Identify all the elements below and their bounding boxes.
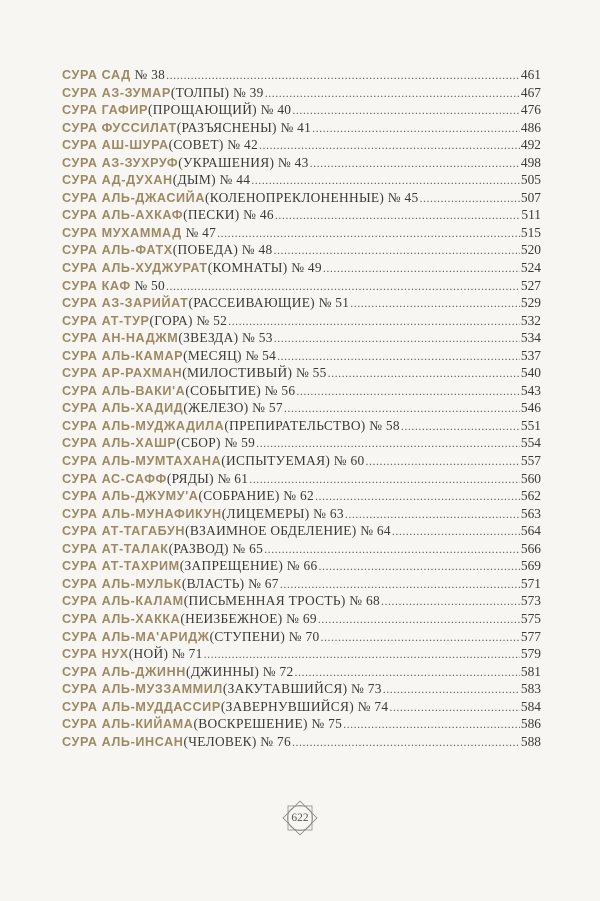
dot-leader: [292, 102, 520, 120]
toc-entry: [62, 487, 541, 505]
toc-entry: [62, 663, 541, 681]
sura-translation: (НОЙ) № 71: [128, 646, 203, 662]
toc-entry: [62, 277, 541, 295]
dot-leader: [217, 225, 520, 243]
toc-entry-title: [62, 136, 258, 155]
toc-entry-title: [62, 294, 349, 313]
toc-page-number: 529: [520, 295, 541, 311]
toc-entry-title: [62, 645, 203, 664]
sura-translation: (ДЫМ) № 44: [172, 172, 251, 188]
toc-entry-title: [62, 364, 327, 383]
sura-name: СУРА АТ-ТАЛАК: [62, 541, 169, 556]
toc-page-number: 498: [520, 154, 541, 170]
toc-entry: [62, 312, 541, 330]
toc-entry-title: [62, 698, 388, 717]
toc-entry: [62, 540, 541, 558]
dot-leader: [318, 611, 520, 629]
toc-entry: [62, 470, 541, 488]
dot-leader: [277, 348, 520, 366]
toc-entry: [62, 592, 541, 610]
sura-translation: (ПОБЕДА) № 48: [172, 242, 273, 258]
dot-leader: [323, 260, 520, 278]
dot-leader: [228, 313, 520, 331]
sura-name: СУРА АТ-ТАГАБУН: [62, 524, 186, 539]
toc-entry: [62, 136, 541, 154]
toc-entry: [62, 154, 541, 172]
toc-page-number: 505: [520, 172, 541, 188]
toc-page-number: 546: [520, 400, 541, 416]
sura-name: СУРА АЛЬ-КАМАР: [62, 348, 184, 363]
toc-page-number: 586: [520, 716, 541, 732]
dot-leader: [350, 295, 520, 313]
toc-page-number: 564: [520, 523, 541, 539]
sura-translation: (ВЗАИМНОЕ ОБДЕЛЕНИЕ) № 64: [185, 523, 391, 539]
sura-translation: (СТУПЕНИ) № 70: [209, 628, 320, 644]
toc-entry-title: [62, 347, 276, 366]
toc-entry-title: [62, 399, 283, 418]
toc-page-number: 515: [520, 224, 541, 240]
dot-leader: [249, 471, 520, 489]
toc-entry-title: [62, 715, 342, 734]
sura-name: СУРА САД: [62, 68, 131, 82]
toc-entry: [62, 364, 541, 382]
toc-page-number: 543: [520, 382, 541, 398]
sura-translation: (ВОСКРЕШЕНИЕ) № 75: [193, 716, 343, 732]
toc-entry: [62, 417, 541, 435]
dot-leader: [284, 400, 520, 418]
sura-name: СУРА АЛЬ-ДЖАСИЙА: [62, 190, 206, 205]
toc-entry: [62, 680, 541, 698]
toc-page-number: 540: [520, 365, 541, 381]
toc-entry-title: [62, 119, 311, 138]
sura-name: СУРА АЛЬ-МУДДАССИР: [62, 699, 221, 714]
sura-name: СУРА АД-ДУХАН: [62, 173, 173, 188]
toc-entry: [62, 224, 541, 242]
toc-entry: [62, 698, 541, 716]
toc-page-number: 524: [520, 260, 541, 276]
dot-leader: [310, 155, 520, 173]
toc-entry-title: [62, 557, 318, 576]
sura-name: СУРА ГАФИР: [62, 103, 148, 118]
toc-entry: [62, 329, 541, 347]
sura-name: СУРА АЛЬ-АХКАФ: [62, 208, 184, 223]
toc-page-number: 537: [520, 347, 541, 363]
toc-page-number: 577: [520, 628, 541, 644]
toc-page-number: 583: [520, 681, 541, 697]
sura-translation: (ВЛАСТЬ) № 67: [181, 575, 279, 591]
dot-leader: [381, 593, 520, 611]
dot-leader: [265, 85, 520, 103]
toc-entry: [62, 733, 541, 751]
sura-name: СУРА АЛЬ-МУДЖАДИЛА: [62, 418, 225, 433]
dot-leader: [280, 576, 520, 594]
sura-name: СУРА АШ-ШУРА: [62, 138, 169, 153]
toc-page-number: 588: [520, 733, 541, 749]
sura-translation: (МИЛОСТИВЫЙ) № 55: [182, 365, 327, 381]
dot-leader: [256, 435, 520, 453]
toc-entry: [62, 206, 541, 224]
table-of-contents: [62, 66, 541, 750]
toc-entry-title: [62, 470, 248, 489]
toc-entry-title: [62, 540, 263, 559]
toc-page-number: 511: [521, 207, 541, 223]
sura-translation: (ИСПЫТУЕМАЯ) № 60: [221, 453, 365, 469]
toc-entry: [62, 399, 541, 417]
toc-page-number: 562: [520, 488, 541, 504]
sura-translation: (ЛИЦЕМЕРЫ) № 63: [221, 505, 344, 521]
sura-name: СУРА АС-САФФ: [62, 471, 167, 486]
toc-entry: [62, 189, 541, 207]
sura-name: СУРА АЛЬ-ВАКИ'А: [62, 383, 186, 398]
toc-entry-title: [62, 224, 216, 243]
sura-translation: (СОБРАНИЕ) № 62: [198, 488, 314, 504]
dot-leader: [264, 541, 520, 559]
sura-translation: (ЗАВЕРНУВШИЙСЯ) № 74: [220, 698, 389, 714]
dot-leader: [365, 453, 519, 471]
toc-entry: [62, 84, 541, 102]
sura-name: СУРА АЛЬ-ХАККА: [62, 611, 181, 626]
sura-translation: (ТОЛПЫ) № 39: [170, 84, 264, 100]
toc-page-number: 557: [520, 453, 541, 469]
sura-name: СУРА АЛЬ-ДЖУМУ'А: [62, 489, 199, 504]
toc-page-number: 527: [520, 277, 541, 293]
sura-name: СУРА АЗ-ЗУМАР: [62, 85, 171, 100]
sura-name: СУРА АЛЬ-МА'АРИДЖ: [62, 629, 210, 644]
sura-translation: (РАССЕИВАЮЩИЕ) № 51: [188, 295, 350, 311]
toc-entry-title: [62, 610, 317, 629]
dot-leader: [259, 137, 520, 155]
toc-page-number: 507: [520, 189, 541, 205]
sura-name: СУРА АР-РАХМАН: [62, 366, 183, 381]
toc-entry-title: [62, 680, 382, 699]
toc-entry-title: [62, 312, 227, 331]
toc-entry-title: [62, 592, 380, 611]
dot-leader: [319, 558, 520, 576]
toc-entry: [62, 610, 541, 628]
sura-translation: (КОМНАТЫ) № 49: [207, 260, 322, 276]
toc-entry: [62, 575, 541, 593]
dot-leader: [328, 365, 520, 383]
toc-entry: [62, 557, 541, 575]
toc-entry: [62, 505, 541, 523]
sura-translation: № 47: [181, 224, 217, 240]
dot-leader: [296, 383, 520, 401]
dot-leader: [392, 523, 520, 541]
toc-entry-title: [62, 505, 344, 524]
toc-page-number: 532: [520, 312, 541, 328]
sura-name: СУРА АТ-ТАХРИМ: [62, 559, 180, 574]
toc-page-number: 584: [520, 698, 541, 714]
sura-translation: (НЕИЗБЕЖНОЕ) № 69: [180, 610, 317, 626]
sura-name: СУРА АЛЬ-ХАШР: [62, 436, 177, 451]
dot-leader: [345, 506, 520, 524]
toc-page-number: 563: [520, 505, 541, 521]
toc-page-number: 467: [520, 84, 541, 100]
toc-entry: [62, 628, 541, 646]
dot-leader: [383, 681, 520, 699]
sura-translation: (УКРАШЕНИЯ) № 43: [178, 154, 309, 170]
sura-name: СУРА АЛЬ-МУЛЬК: [62, 576, 182, 591]
toc-entry: [62, 452, 541, 470]
dot-leader: [343, 716, 520, 734]
sura-translation: (КОЛЕНОПРЕКЛОНЕННЫЕ) № 45: [205, 189, 419, 205]
sura-translation: (СОВЕТ) № 42: [168, 137, 258, 153]
sura-name: СУРА АЗ-ЗАРИЙАТ: [62, 296, 189, 311]
sura-translation: (МЕСЯЦ) № 54: [183, 347, 277, 363]
toc-page-number: 520: [520, 242, 541, 258]
sura-translation: (ЗВЕЗДА) № 53: [178, 330, 273, 346]
dot-leader: [251, 172, 520, 190]
dot-leader: [420, 190, 520, 208]
toc-entry-title: [62, 733, 291, 752]
toc-page-number: 461: [520, 67, 541, 82]
dot-leader: [274, 330, 520, 348]
sura-translation: (РАЗВОД) № 65: [168, 540, 264, 556]
toc-page-number: 573: [520, 593, 541, 609]
sura-name: СУРА ФУССИЛАТ: [62, 120, 177, 135]
toc-entry: [62, 241, 541, 259]
toc-entry-title: [62, 101, 291, 120]
sura-name: СУРА АЛЬ-КАЛАМ: [62, 594, 184, 609]
dot-leader: [315, 488, 520, 506]
sura-translation: (РЯДЫ) № 61: [166, 470, 249, 486]
sura-translation: (СОБЫТИЕ) № 56: [185, 382, 296, 398]
toc-entry: [62, 119, 541, 137]
toc-entry: [62, 522, 541, 540]
toc-page-number: 492: [520, 137, 541, 153]
dot-leader: [166, 278, 520, 296]
toc-entry: [62, 347, 541, 365]
toc-entry: [62, 171, 541, 189]
sura-translation: (СБОР) № 59: [176, 435, 256, 451]
toc-entry-title: [62, 277, 165, 296]
toc-page-number: 551: [520, 417, 541, 433]
sura-translation: (ДЖИННЫ) № 72: [185, 663, 294, 679]
toc-page-number: 571: [520, 575, 541, 591]
sura-name: СУРА АЛЬ-МУМТАХАНА: [62, 454, 222, 469]
sura-name: СУРА МУХАММАД: [62, 225, 182, 240]
toc-entry-title: [62, 189, 419, 208]
toc-page-number: 569: [520, 558, 541, 574]
sura-translation: (ПЕСКИ) № 46: [183, 207, 274, 223]
toc-entry: [62, 101, 541, 119]
toc-entry-title: [62, 329, 273, 348]
sura-name: СУРА АЗ-ЗУХРУФ: [62, 155, 179, 170]
dot-leader: [295, 664, 520, 682]
toc-entry-title: [62, 171, 250, 190]
dot-leader: [273, 242, 519, 260]
sura-name: СУРА КАФ: [62, 278, 131, 293]
toc-entry-title: [62, 241, 272, 260]
page-number-badge: [282, 800, 318, 836]
dot-leader: [204, 646, 520, 664]
toc-entry-title: [62, 628, 319, 647]
toc-page-number: 566: [520, 540, 541, 556]
toc-entry-title: [62, 382, 295, 401]
dot-leader: [401, 418, 520, 436]
toc-entry-title: [62, 154, 309, 173]
toc-page-number: 554: [520, 435, 541, 451]
toc-entry: [62, 382, 541, 400]
toc-entry-title: [62, 259, 322, 278]
dot-leader: [320, 629, 519, 647]
sura-name: СУРА АН-НАДЖМ: [62, 331, 179, 346]
toc-entry-title: [62, 452, 364, 471]
toc-page-number: 560: [520, 470, 541, 486]
dot-leader: [389, 699, 520, 717]
toc-entry-title: [62, 417, 400, 436]
toc-page-number: 534: [520, 330, 541, 346]
toc-entry-title: [62, 575, 279, 594]
toc-entry-title: [62, 434, 255, 453]
toc-entry-title: [62, 522, 391, 541]
sura-translation: (ЧЕЛОВЕК) № 76: [183, 733, 291, 749]
dot-leader: [166, 67, 520, 85]
toc-entry: [62, 259, 541, 277]
sura-translation: (ПРОЩАЮЩИЙ) № 40: [147, 102, 292, 118]
toc-page-number: 581: [520, 663, 541, 679]
sura-name: СУРА АТ-ТУР: [62, 313, 150, 328]
toc-entry: [62, 434, 541, 452]
toc-page-number: 476: [520, 102, 541, 118]
toc-entry-title: [62, 206, 274, 225]
sura-translation: № 50: [130, 277, 166, 293]
page-number: 622: [291, 812, 309, 824]
sura-name: СУРА АЛЬ-ФАТХ: [62, 243, 173, 258]
sura-translation: № 38: [130, 67, 166, 82]
toc-entry-title: [62, 663, 294, 682]
toc-entry-title: [62, 487, 314, 506]
toc-entry: [62, 715, 541, 733]
toc-page-number: 579: [520, 646, 541, 662]
dot-leader: [312, 120, 520, 138]
toc-page-number: 575: [520, 610, 541, 626]
toc-page-number: 486: [520, 119, 541, 135]
dot-leader: [292, 734, 520, 752]
sura-name: СУРА АЛЬ-МУНАФИКУН: [62, 506, 222, 521]
sura-name: СУРА НУХ: [62, 647, 129, 662]
sura-name: СУРА АЛЬ-МУЗЗАММИЛ: [62, 682, 223, 697]
sura-translation: (ЗАКУТАВШИЙСЯ) № 73: [222, 681, 382, 697]
toc-entry-title: [62, 84, 264, 103]
toc-entry: [62, 645, 541, 663]
toc-entry: [62, 294, 541, 312]
sura-translation: (ПРЕПИРАТЕЛЬСТВО) № 58: [224, 417, 400, 433]
sura-name: СУРА АЛЬ-ХУДЖУРАТ: [62, 261, 208, 276]
dot-leader: [275, 207, 521, 225]
toc-entry-title: [62, 66, 165, 85]
sura-name: СУРА АЛЬ-ДЖИНН: [62, 664, 186, 679]
sura-translation: (ПИСЬМЕННАЯ ТРОСТЬ) № 68: [183, 593, 380, 609]
toc-entry: [62, 66, 541, 84]
sura-translation: (ЗАПРЕЩЕНИЕ) № 66: [179, 558, 318, 574]
sura-name: СУРА АЛЬ-КИЙАМА: [62, 717, 194, 732]
sura-name: СУРА АЛЬ-ИНСАН: [62, 734, 184, 749]
sura-translation: (РАЗЪЯСНЕНЫ) № 41: [176, 119, 312, 135]
sura-translation: (ГОРА) № 52: [149, 312, 228, 328]
sura-translation: (ЖЕЛЕЗО) № 57: [183, 400, 283, 416]
sura-name: СУРА АЛЬ-ХАДИД: [62, 401, 184, 416]
